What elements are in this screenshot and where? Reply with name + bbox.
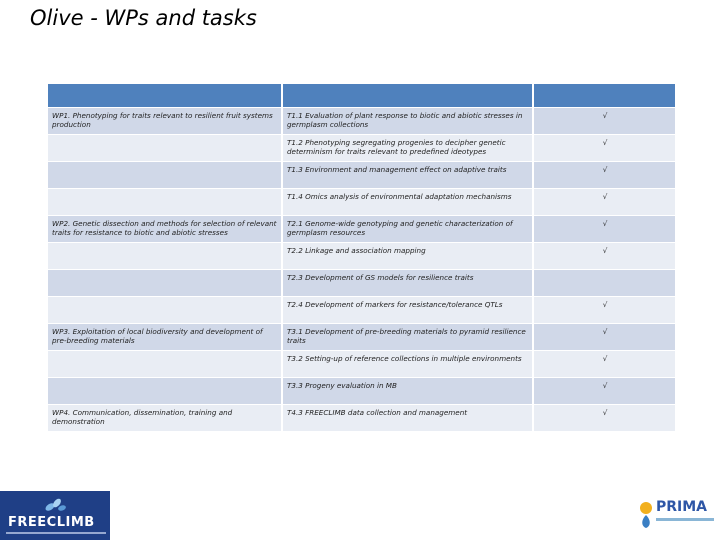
table-row <box>48 216 675 243</box>
table-row <box>48 351 675 378</box>
check-cell: √ <box>533 108 675 135</box>
header-cell-task <box>282 84 533 108</box>
table-row <box>48 270 675 297</box>
table-body <box>48 84 675 432</box>
task-cell: T2.2 Linkage and association mapping <box>282 243 533 270</box>
table-row <box>48 135 675 162</box>
table-row <box>48 162 675 189</box>
task-cell: T4.3 FREECLIMB data collection and management <box>282 405 533 432</box>
page-title: Olive - WPs and tasks <box>30 6 257 30</box>
task-cell: T3.3 Progeny evaluation in MB <box>282 378 533 405</box>
table-row <box>48 108 675 135</box>
task-cell: T3.1 Development of pre-breeding materials to pyramid resilience traits <box>282 324 533 351</box>
prima-logo <box>636 497 716 533</box>
task-cell: T2.3 Development of GS models for resilience traits <box>282 270 533 297</box>
check-cell: √ <box>533 378 675 405</box>
wp-cell: WP3. Exploitation of local biodiversity and development of pre-breeding materials <box>48 324 282 351</box>
table-row <box>48 378 675 405</box>
task-cell: T3.2 Setting-up of reference collections in multiple environments <box>282 351 533 378</box>
wp-cell <box>48 243 282 270</box>
task-cell: T1.4 Omics analysis of environmental adaptation mechanisms <box>282 189 533 216</box>
prima-tagline-bar <box>656 518 714 521</box>
task-cell: T1.1 Evaluation of plant response to biotic and abiotic stresses in germplasm collections <box>282 108 533 135</box>
task-cell: T2.4 Development of markers for resistance/tolerance QTLs <box>282 297 533 324</box>
check-cell: √ <box>533 405 675 432</box>
table-row <box>48 324 675 351</box>
task-cell: T2.1 Genome-wide genotyping and genetic characterization of germplasm resources <box>282 216 533 243</box>
check-cell <box>533 270 675 297</box>
prima-wordmark: PRIMA <box>656 499 708 515</box>
check-cell: √ <box>533 189 675 216</box>
wp-cell <box>48 297 282 324</box>
table-row <box>48 297 675 324</box>
wp-cell <box>48 351 282 378</box>
table-row <box>48 405 675 432</box>
check-cell: √ <box>533 135 675 162</box>
leaf-icon <box>40 495 70 515</box>
check-cell: √ <box>533 351 675 378</box>
wp-cell: WP1. Phenotyping for traits relevant to resilient fruit systems production <box>48 108 282 135</box>
freeclimb-logo <box>0 491 110 540</box>
task-cell: T1.2 Phenotyping segregating progenies to decipher genetic determinism for traits relevant to predefined ideotypes <box>282 135 533 162</box>
wp-cell <box>48 378 282 405</box>
wp-cell <box>48 270 282 297</box>
freeclimb-wordmark: FREECLIMB <box>8 515 95 530</box>
task-cell: T1.3 Environment and management effect on adaptive traits <box>282 162 533 189</box>
wp-cell <box>48 189 282 216</box>
wp-cell: WP2. Genetic dissection and methods for selection of relevant traits for resistance to biotic and abiotic stresses <box>48 216 282 243</box>
table-row <box>48 189 675 216</box>
table-header-row <box>48 84 675 108</box>
check-cell: √ <box>533 324 675 351</box>
table-row <box>48 243 675 270</box>
sun-drop-icon <box>638 500 654 530</box>
check-cell: √ <box>533 216 675 243</box>
freeclimb-tagline-bar <box>6 532 106 534</box>
header-cell-wp <box>48 84 282 108</box>
header-cell-check <box>533 84 675 108</box>
wp-cell: WP4. Communication, dissemination, training and demonstration <box>48 405 282 432</box>
check-cell: √ <box>533 162 675 189</box>
wp-cell <box>48 135 282 162</box>
wp-task-table <box>48 84 675 432</box>
check-cell: √ <box>533 243 675 270</box>
check-cell: √ <box>533 297 675 324</box>
wp-cell <box>48 162 282 189</box>
